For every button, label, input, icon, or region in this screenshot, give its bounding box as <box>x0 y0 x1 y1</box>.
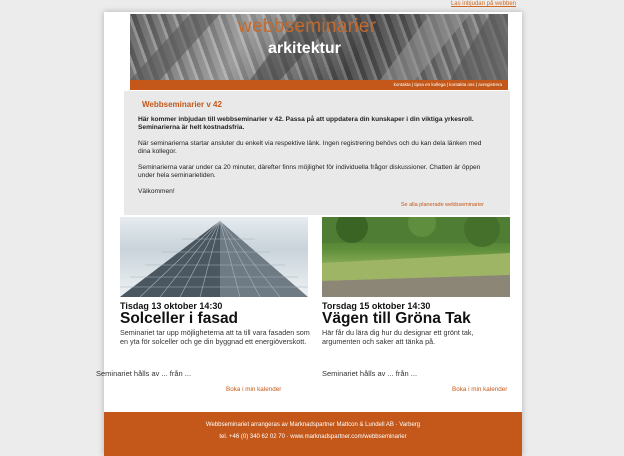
card-2-date: Torsdag 15 oktober 14:30 <box>322 301 431 311</box>
card-2-presenter: Seminariet hålls av ... från ... <box>322 369 418 378</box>
header-title-bottom: arkitektur <box>268 40 341 57</box>
header-title-top: webbseminarier <box>238 16 377 37</box>
intro-paragraph-2: Seminarierna varar under ca 20 minuter, därefter finns möjlighet för individuella frågor diskussioner. Chatten är öppen under hela seminarietiden. <box>138 164 481 179</box>
card-1-presenter: Seminariet hålls av ... från ... <box>96 369 192 378</box>
newsletter <box>96 12 522 456</box>
card-2-text: Här får du lära dig hur du designar ett grönt tak, argumenten och saker att tänka på. <box>322 328 474 346</box>
nav-unsubscribe[interactable]: avregistrera <box>478 82 502 87</box>
facade-image <box>120 217 308 297</box>
green-roof-image <box>322 217 510 297</box>
card-1-date: Tisdag 13 oktober 14:30 <box>120 301 223 311</box>
intro-box <box>124 91 510 215</box>
footer-organizer: Webbseminariet arrangeras av Marknadspartner Mattcon & Lundell AB · Varberg <box>205 422 421 428</box>
facade-graphic <box>120 217 308 297</box>
card-1-text: Seminariet tar upp möjligheterna att ta till vara fasaden som en yta för solceller och ge din byggnad ett energiöverskott. <box>120 328 310 346</box>
card-2-calendar-link[interactable]: Boka i min kalender <box>452 386 508 393</box>
header-banner <box>130 14 508 80</box>
nav-tip-colleague[interactable]: tipsa en kollega <box>414 82 446 87</box>
intro-paragraph-1: När seminarierna startar ansluter du enkelt via respektive länk. Ingen registrering behövs och du kan dela länken med dina kollegor. <box>138 140 482 155</box>
all-seminars-link[interactable]: Se alla planerade webbseminarier <box>400 202 484 208</box>
intro-greeting: Välkommen! <box>138 188 175 195</box>
view-in-browser-link[interactable]: Las inbjudan på webben <box>450 1 516 7</box>
nav-bar: kontakta | tipsa en kollega | kontakta oss | avregistrera <box>130 80 508 90</box>
nav-contact[interactable]: kontakta <box>393 82 411 87</box>
footer <box>104 412 522 456</box>
nav-contact-us[interactable]: kontakta oss <box>449 82 475 87</box>
footer-contact[interactable]: tel. +46 (0) 340 62 02 70 · www.marknadspartner.com/webbseminarier <box>219 434 407 440</box>
card-1-calendar-link[interactable]: Boka i min kalender <box>226 386 282 393</box>
card-2-title: Vägen till Gröna Tak <box>322 310 471 327</box>
intro-heading: Webbseminarier v 42 <box>142 100 222 109</box>
card-1-title: Solceller i fasad <box>120 310 239 327</box>
intro-lead: Här kommer inbjudan till webbseminarier v 42. Passa på att uppdatera din kunskaper i din viktiga yrkesroll. Seminarierna är helt kostnadsfria. <box>138 116 474 131</box>
green-roof-graphic <box>322 217 510 297</box>
